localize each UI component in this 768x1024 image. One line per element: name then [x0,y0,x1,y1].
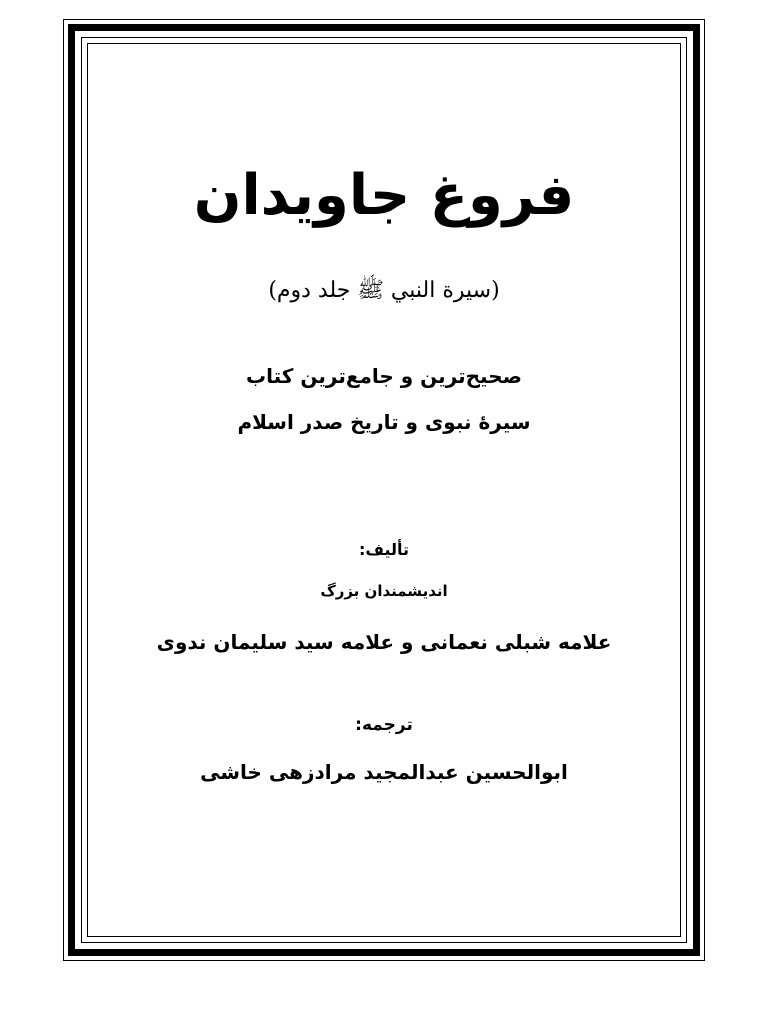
author-description: اندیشمندان بزرگ [320,582,448,600]
author-names: علامه شبلی نعمانی و علامه سید سلیمان ندوی [156,630,612,654]
translator-label: ترجمه: [355,715,413,735]
book-subtitle: (سیرة النبي ﷺ جلد دوم) [268,278,500,303]
cover-page [88,44,680,936]
author-label: تألیف: [358,540,409,559]
book-title: فروغ جاویدان [193,163,575,228]
description-line-2: سیرۀ نبوی و تاریخ صدر اسلام [237,410,531,434]
translator-name: ابوالحسین عبدالمجید مرادزهی خاشی [200,760,568,784]
description-line-1: صحیح‌ترین و جامع‌ترین کتاب [246,364,522,388]
